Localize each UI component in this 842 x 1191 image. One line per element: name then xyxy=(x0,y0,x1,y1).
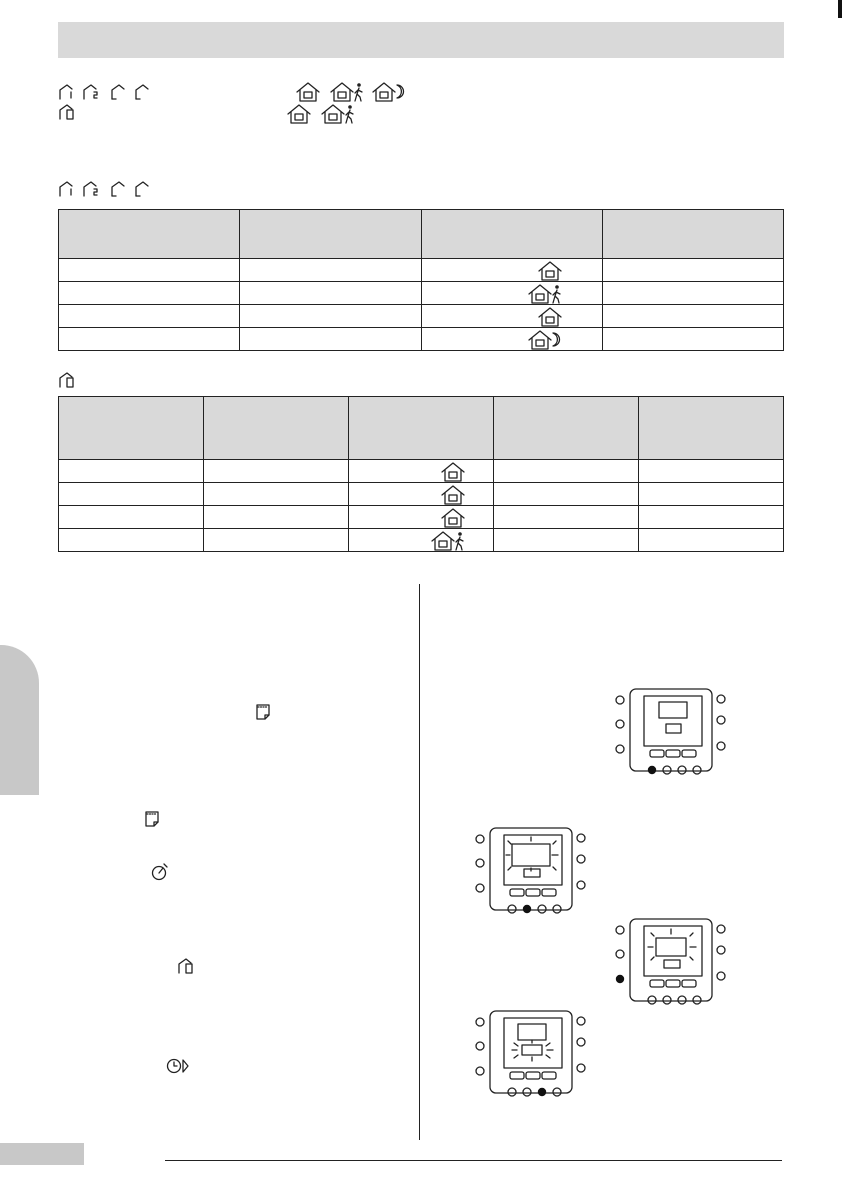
table-row xyxy=(59,529,784,552)
home-sleep-icon xyxy=(373,83,403,101)
home-away-icon xyxy=(528,284,562,304)
table-header xyxy=(494,397,639,460)
program-schedule-table-2 xyxy=(58,396,784,552)
table-cell xyxy=(240,259,421,282)
table-cell xyxy=(602,328,783,351)
table-cell xyxy=(59,460,204,483)
table-cell xyxy=(204,506,349,529)
table-cell xyxy=(204,460,349,483)
chapter-side-tab xyxy=(0,645,39,795)
program-icons-row-1 xyxy=(58,84,158,102)
table-cell-mode xyxy=(421,305,602,328)
table-cell xyxy=(59,259,240,282)
table-cell xyxy=(59,328,240,351)
program-custom-icon xyxy=(58,372,78,390)
thermostat-figure-2 xyxy=(474,827,590,917)
home-comfort-icon xyxy=(288,105,310,123)
table-cell xyxy=(240,282,421,305)
table-row xyxy=(59,483,784,506)
table-cell-mode xyxy=(349,529,494,552)
table-cell xyxy=(204,529,349,552)
footer-rule xyxy=(165,1160,782,1161)
table-cell xyxy=(59,282,240,305)
table-row xyxy=(59,305,784,328)
notepad-edit-icon xyxy=(144,809,160,827)
table-cell-mode xyxy=(421,282,602,305)
table-cell xyxy=(494,460,639,483)
table-row xyxy=(59,328,784,351)
table-header xyxy=(639,397,784,460)
table-row xyxy=(59,506,784,529)
table-cell-mode xyxy=(349,506,494,529)
table-cell xyxy=(639,460,784,483)
program-profile-alt-icon xyxy=(84,85,97,99)
thermostat-figure-4 xyxy=(474,1010,590,1100)
table-header xyxy=(59,397,204,460)
timer-icon xyxy=(151,863,169,881)
mode-icons-row-2 xyxy=(287,104,361,124)
home-sleep-icon xyxy=(528,330,562,350)
section-header-bar xyxy=(58,22,784,58)
table-cell xyxy=(602,282,783,305)
page-number-box xyxy=(0,1143,84,1165)
program-profile-icon xyxy=(60,85,72,99)
table-cell xyxy=(494,529,639,552)
program-custom-icon xyxy=(177,958,197,976)
table-cell-mode xyxy=(349,460,494,483)
home-comfort-icon xyxy=(297,83,319,101)
table-cell xyxy=(602,259,783,282)
table1-program-icons xyxy=(58,181,158,199)
home-away-icon xyxy=(431,531,465,551)
table-cell xyxy=(602,305,783,328)
home-away-icon xyxy=(322,105,353,123)
table-cell-mode xyxy=(349,483,494,506)
table-row xyxy=(59,460,784,483)
table-header xyxy=(349,397,494,460)
program-profile-icon xyxy=(136,85,148,99)
home-away-icon xyxy=(331,83,362,101)
notepad-edit-icon xyxy=(255,702,271,720)
table-cell xyxy=(204,483,349,506)
table-cell-mode xyxy=(421,259,602,282)
table-cell xyxy=(494,506,639,529)
table-cell-mode xyxy=(421,328,602,351)
home-comfort-icon xyxy=(538,261,562,281)
table-cell xyxy=(59,529,204,552)
table-cell xyxy=(240,328,421,351)
table-header xyxy=(602,210,783,259)
home-comfort-icon xyxy=(441,485,465,505)
thermostat-figure-1 xyxy=(614,688,730,778)
home-comfort-icon xyxy=(441,462,465,482)
table-cell xyxy=(240,305,421,328)
table-cell xyxy=(59,483,204,506)
program-profile-icon xyxy=(112,85,124,99)
table-cell xyxy=(494,483,639,506)
table-header xyxy=(59,210,240,259)
table-row xyxy=(59,282,784,305)
program-custom-icon xyxy=(58,104,78,122)
mode-icons-row-1 xyxy=(296,82,408,102)
table-header xyxy=(421,210,602,259)
table-cell xyxy=(59,305,240,328)
table-cell xyxy=(59,506,204,529)
home-comfort-icon xyxy=(441,508,465,528)
table-cell xyxy=(639,506,784,529)
home-comfort-icon xyxy=(538,307,562,327)
thermostat-figure-3 xyxy=(614,918,730,1008)
clock-advance-icon xyxy=(166,1057,190,1075)
column-divider xyxy=(419,584,420,1140)
crop-mark xyxy=(838,0,842,18)
table-header xyxy=(240,210,421,259)
program-schedule-table-1 xyxy=(58,209,784,351)
table-cell xyxy=(639,483,784,506)
table-cell xyxy=(639,529,784,552)
table-header xyxy=(204,397,349,460)
table-row xyxy=(59,259,784,282)
